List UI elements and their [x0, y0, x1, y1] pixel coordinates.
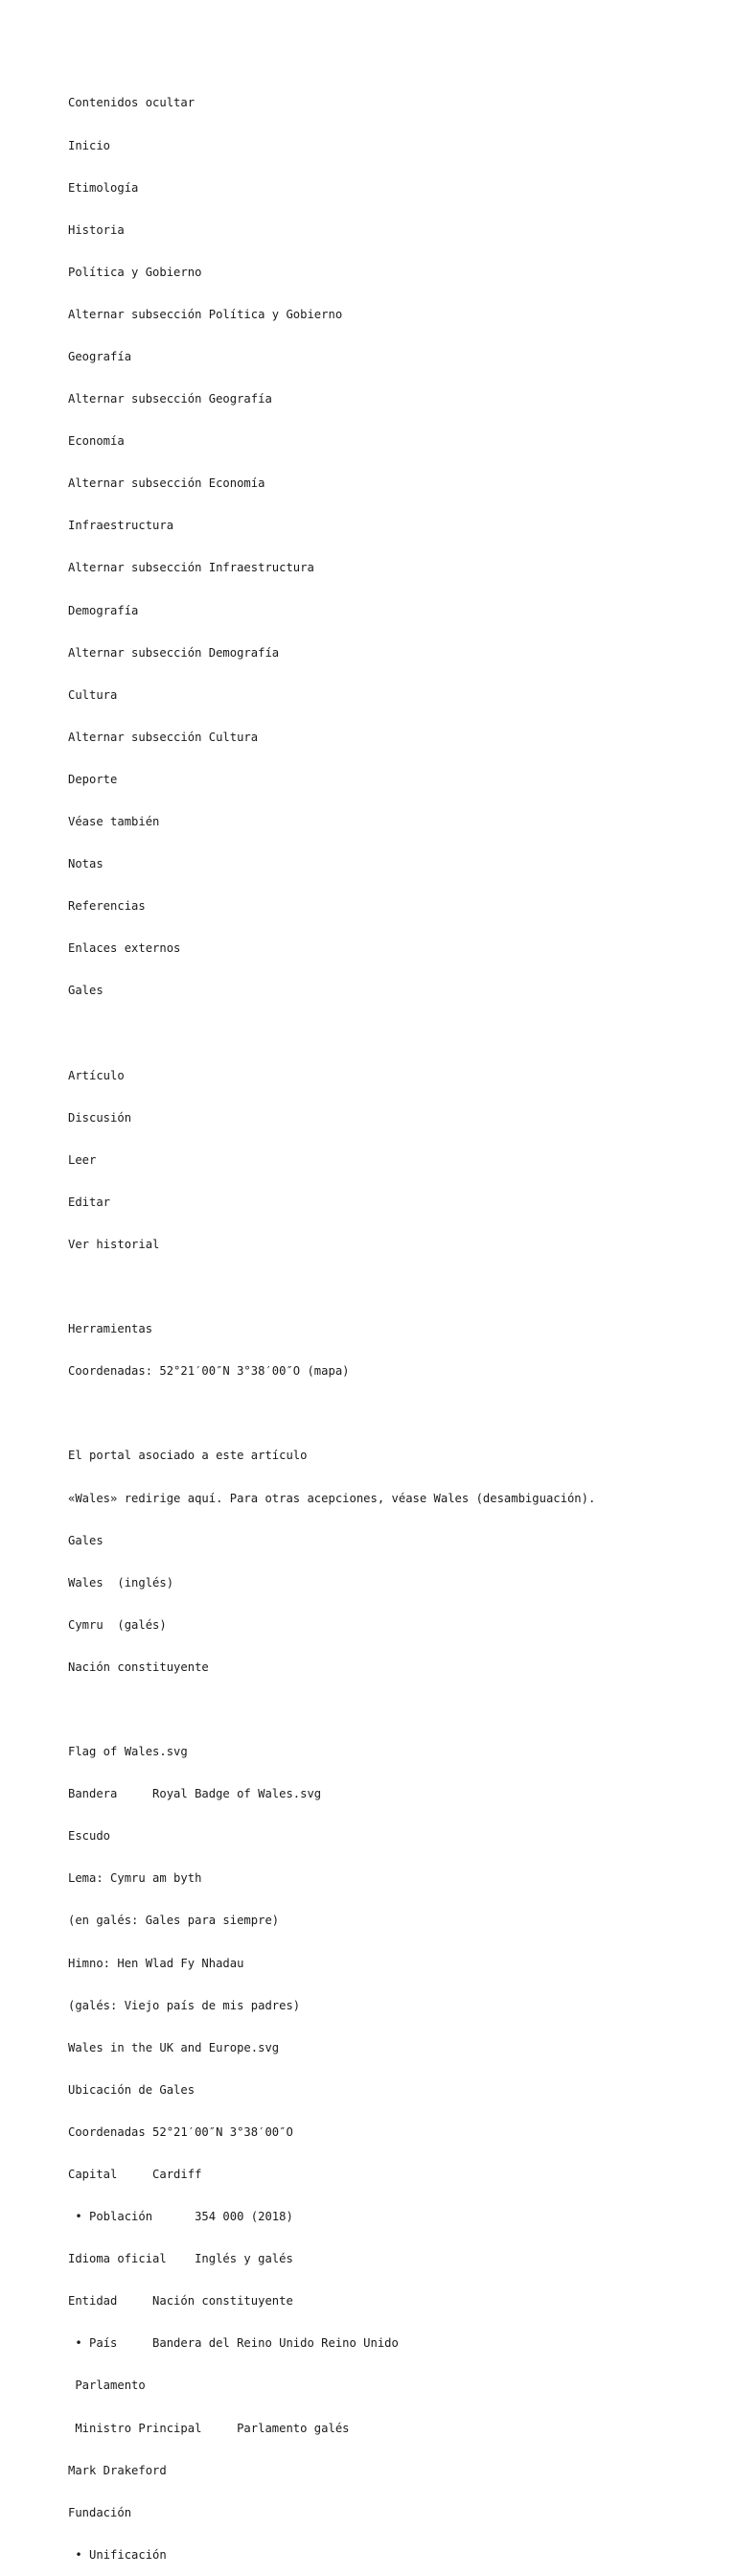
infobox-coordinates[interactable]: Coordenadas 52°21′00″N 3°38′00″O — [68, 2124, 293, 2139]
infobox-entity: Entidad Nación constituyente — [68, 2294, 293, 2309]
infobox-minister-name[interactable]: Mark Drakeford — [68, 2463, 167, 2477]
infobox-motto-translation: (en galés: Gales para siempre) — [68, 1914, 280, 1928]
infobox-coat-label: Escudo — [68, 1829, 111, 1844]
infobox-foundation: Fundación — [68, 2505, 132, 2519]
infobox-anthem-translation: (galés: Viejo país de mis padres) — [68, 1998, 301, 2012]
infobox-parliament-label: Parlamento — [68, 2379, 146, 2393]
infobox-flag-badge-row: Bandera Royal Badge of Wales.svg — [68, 1787, 322, 1801]
infobox-motto: Lema: Cymru am byth — [68, 1871, 202, 1886]
redirect-notice: «Wales» redirige aquí. Para otras acepciones, véase Wales (desambiguación). — [68, 1491, 596, 1505]
toc-link-deporte[interactable]: Deporte — [68, 772, 118, 786]
toc-link-politica[interactable]: Política y Gobierno — [68, 265, 202, 279]
tab-leer[interactable]: Leer — [68, 1152, 97, 1167]
tools-menu[interactable]: Herramientas — [68, 1322, 153, 1336]
coordinates-link[interactable]: Coordenadas: 52°21′00″N 3°38′00″O (mapa) — [68, 1364, 350, 1379]
portal-notice: El portal asociado a este artículo — [68, 1449, 308, 1463]
page-title: Gales — [68, 984, 104, 998]
infobox-official-language: Idioma oficial Inglés y galés — [68, 2252, 293, 2266]
tab-articulo[interactable]: Artículo — [68, 1068, 125, 1082]
document-text — [68, 68, 717, 2576]
infobox-population: • Población 354 000 (2018) — [68, 2210, 293, 2224]
tab-editar[interactable]: Editar — [68, 1195, 111, 1209]
toc-toggle-infraestructura[interactable]: Alternar subsección Infraestructura — [68, 561, 314, 575]
toc-link-etimologia[interactable]: Etimología — [68, 180, 139, 195]
infobox-name-welsh: Cymru (galés) — [68, 1617, 167, 1632]
toc-link-notas[interactable]: Notas — [68, 857, 104, 871]
toc-link-inicio[interactable]: Inicio — [68, 138, 111, 152]
infobox-first-minister: Ministro Principal Parlamento galés — [68, 2421, 350, 2435]
toc-link-infraestructura[interactable]: Infraestructura — [68, 519, 174, 533]
tab-discusion[interactable]: Discusión — [68, 1110, 132, 1125]
blank-line — [68, 1406, 717, 1421]
infobox-country: • País Bandera del Reino Unido Reino Unido — [68, 2336, 399, 2351]
infobox-title: Gales — [68, 1533, 104, 1547]
toc-toggle-geografia[interactable]: Alternar subsección Geografía — [68, 392, 272, 406]
infobox-name-english: Wales (inglés) — [68, 1575, 174, 1590]
toc-toggle-cultura[interactable]: Alternar subsección Cultura — [68, 730, 259, 744]
blank-line — [68, 1280, 717, 1294]
toc-link-referencias[interactable]: Referencias — [68, 899, 146, 914]
toc-link-demografia[interactable]: Demografía — [68, 603, 139, 617]
toc-link-historia[interactable]: Historia — [68, 222, 125, 237]
toc-link-economia[interactable]: Economía — [68, 434, 125, 449]
toc-link-vease-tambien[interactable]: Véase también — [68, 815, 160, 828]
infobox-subtitle: Nación constituyente — [68, 1659, 209, 1674]
infobox-map-image[interactable]: Wales in the UK and Europe.svg — [68, 2040, 280, 2054]
infobox-anthem: Himno: Hen Wlad Fy Nhadau — [68, 1956, 244, 1970]
infobox-map-caption: Ubicación de Gales — [68, 2082, 196, 2097]
blank-line — [68, 1026, 717, 1040]
toc-toggle-demografia[interactable]: Alternar subsección Demografía — [68, 645, 280, 660]
toc-link-cultura[interactable]: Cultura — [68, 687, 118, 702]
toc-link-geografia[interactable]: Geografía — [68, 349, 132, 363]
toc-header: Contenidos ocultar — [68, 96, 196, 110]
infobox-capital: Capital Cardiff — [68, 2168, 202, 2181]
blank-line — [68, 1703, 717, 1717]
tab-ver-historial[interactable]: Ver historial — [68, 1237, 160, 1251]
infobox-flag-image[interactable]: Flag of Wales.svg — [68, 1745, 188, 1759]
toc-toggle-economia[interactable]: Alternar subsección Economía — [68, 476, 265, 491]
toc-link-enlaces-externos[interactable]: Enlaces externos — [68, 941, 181, 956]
infobox-unification: • Unificación — [68, 2547, 167, 2562]
toc-toggle-politica[interactable]: Alternar subsección Política y Gobierno — [68, 307, 343, 321]
